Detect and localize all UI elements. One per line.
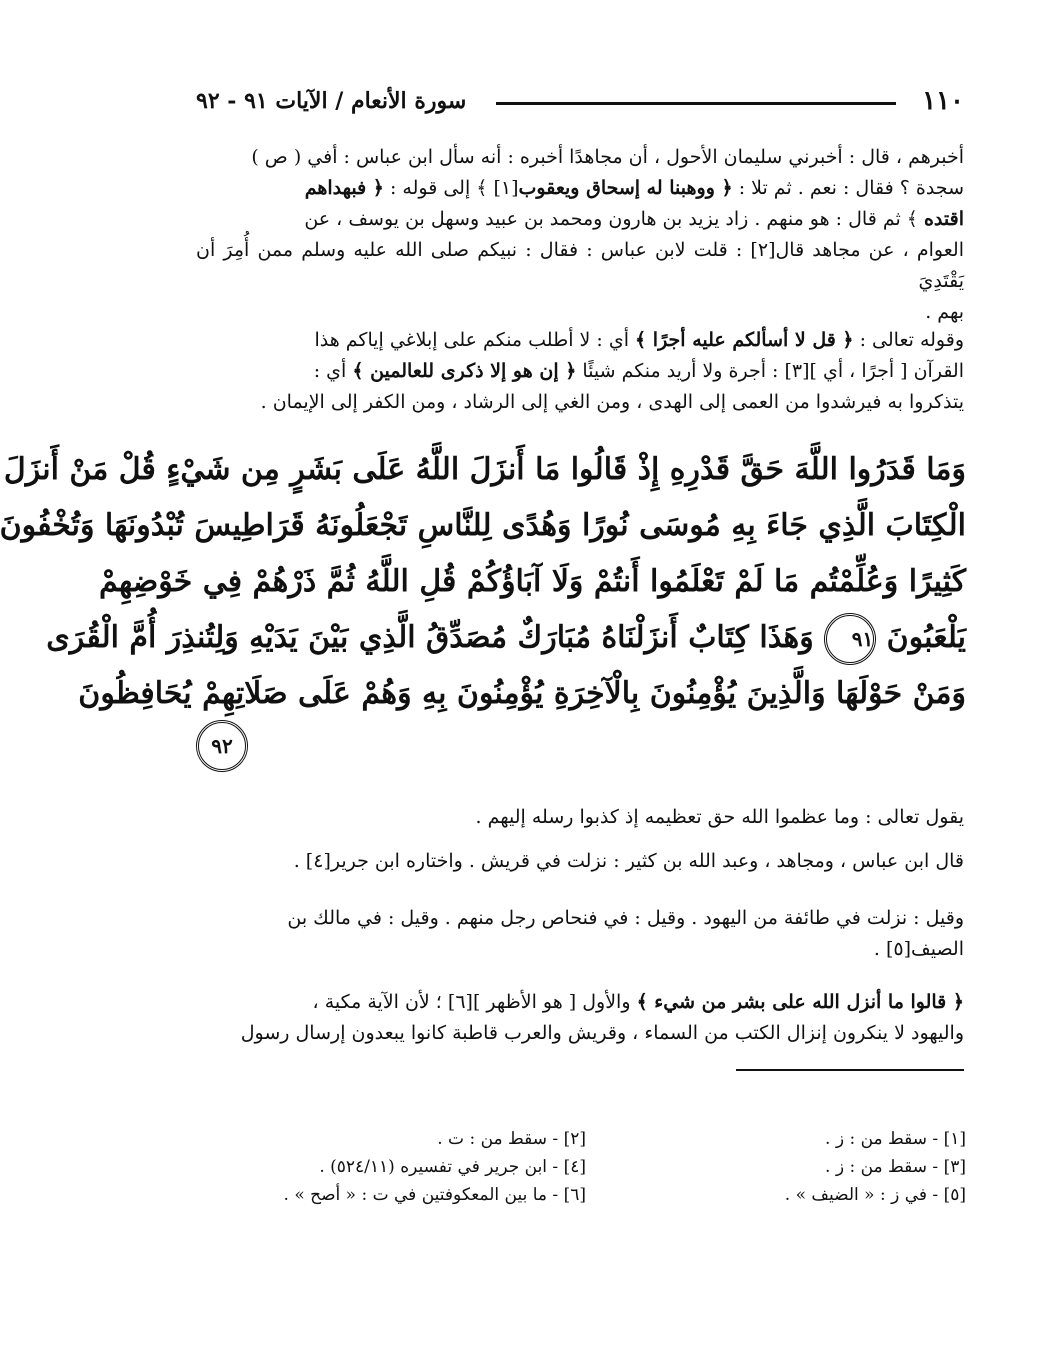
footnote-4: [٤] - ابن جرير في تفسيره (٥٢٤/١١) . (319, 1157, 586, 1177)
footnote-row (234, 1181, 966, 1209)
ayah-marker-92: ٩٢ (196, 720, 248, 772)
header-rule (496, 102, 896, 105)
quran-quote: ﴿ قل لا أسألكم عليه أجرًا ﴾ (635, 329, 854, 351)
footnote-1: [١] - سقط من : ز . (825, 1129, 966, 1149)
footnote-2: [٢] - سقط من : ت . (437, 1129, 586, 1149)
verse-line: الْكِتَابَ الَّذِي جَاءَ بِهِ مُوسَى نُورًا وَهُدًى لِلنَّاسِ تَجْعَلُونَهُ قَرَاطِيسَ تُبْدُونَهَا وَتُخْفُونَ (0, 508, 966, 543)
verse-text: وَهَذَا كِتَابٌ أَنزَلْنَاهُ مُبَارَكٌ مُصَدِّقُ الَّذِي بَيْنَ يَدَيْهِ وَلِتُنذِرَ أُمَّ الْقُرَى (46, 620, 814, 655)
text-line: العوام ، عن مجاهد قال[٢] : قلت لابن عباس : فقال : نبيكم صلى الله عليه وسلم ممن أُمِرَ أن يَقْتَدِيَ (196, 239, 964, 292)
footnote-3: [٣] - سقط من : ز . (825, 1157, 966, 1177)
text-run: [١] ﴾ إلى قوله : (383, 177, 519, 199)
commentary-p2: قال ابن عباس ، ومجاهد ، وعبد الله بن كثير : نزلت في قريش . واختاره ابن جرير[٤] . (293, 850, 964, 872)
text-run: والأول [ هو الأظهر ][٦] ؛ لأن الآية مكية ، (312, 991, 637, 1013)
quran-quote: ﴿ إن هو إلا ذكرى للعالمين ﴾ (352, 360, 577, 382)
text-line: أخبرهم ، قال : أخبرني سليمان الأحول ، أن مجاهدًا أخبره : أنه سأل ابن عباس : أفي ( ص ) (251, 146, 964, 168)
text-line (196, 356, 964, 387)
text-line (196, 204, 964, 235)
quran-quote: اقتده (923, 208, 964, 230)
text-line (196, 173, 964, 204)
text-line: وقيل : نزلت في طائفة من اليهود . وقيل : في فنحاص رجل منهم . وقيل : في مالك بن (287, 907, 964, 929)
commentary-p3 (196, 903, 964, 965)
paragraph-2 (196, 325, 964, 418)
text-line (196, 987, 964, 1018)
running-title: سورة الأنعام / الآيات ٩١ - ٩٢ (196, 88, 467, 114)
paragraph-1 (196, 142, 964, 328)
page-header (196, 86, 964, 120)
text-run: ﴾ ثم قال : هو منهم . زاد يزيد بن هارون ومحمد بن عبيد وسهل بن يوسف ، عن (304, 208, 924, 230)
text-run: سجدة ؟ فقال : نعم . ثم تلا : (732, 177, 964, 199)
commentary-p1: يقول تعالى : وما عظموا الله حق تعظيمه إذ كذبوا رسله إليهم . (475, 806, 964, 828)
page-number: ١١٠ (922, 86, 964, 116)
text-line (196, 325, 964, 356)
text-run: أي : لا أطلب منكم على إبلاغي إياكم هذا (314, 329, 636, 351)
quran-verses (0, 440, 966, 770)
footnote-5: [٥] - في ز : « الضيف » . (784, 1185, 966, 1205)
verse-word: يَلْعَبُونَ (886, 620, 966, 655)
text-run: وقوله تعالى : (853, 329, 964, 351)
text-line: بهم . (925, 301, 964, 323)
quran-quote: ﴿ ووهبنا له إسحاق ويعقوب (518, 177, 733, 199)
footnote-row (234, 1125, 966, 1153)
commentary-p4 (196, 987, 964, 1049)
verse-line (46, 608, 966, 668)
text-line: الصيف[٥] . (873, 938, 964, 960)
verse-line: وَمَا قَدَرُوا اللَّهَ حَقَّ قَدْرِهِ إِذْ قَالُوا مَا أَنزَلَ اللَّهُ عَلَى بَشَرٍ مِن شَيْءٍ قُلْ مَنْ أَنزَلَ (3, 452, 966, 487)
verse-line: وَمَنْ حَوْلَهَا وَالَّذِينَ يُؤْمِنُونَ بِالْآخِرَةِ يُؤْمِنُونَ بِهِ وَهُمْ عَلَى صَلَاتِهِمْ يُحَافِظُونَ (78, 676, 966, 711)
text-run: القرآن [ أجرًا ، أي ][٣] : أجرة ولا أريد منكم شيئًا (576, 360, 964, 382)
quran-quote: ﴿ فبهداهم (304, 177, 384, 199)
footnotes (234, 1125, 966, 1209)
text-run: أي : (313, 360, 353, 382)
text-line: واليهود لا ينكرون إنزال الكتب من السماء ، وقريش والعرب قاطبة كانوا يبعدون إرسال رسول (240, 1022, 964, 1044)
text-line: يتذكروا به فيرشدوا من العمى إلى الهدى ، ومن الغي إلى الرشاد ، ومن الكفر إلى الإيمان . (260, 391, 964, 413)
footnote-6: [٦] - ما بين المعكوفتين في ت : « أصح » . (283, 1185, 586, 1205)
footnote-row (234, 1153, 966, 1181)
footnote-rule (736, 1069, 964, 1071)
quran-quote: ﴿ قالوا ما أنزل الله على بشر من شيء ﴾ (636, 991, 964, 1013)
ayah-marker-91: ٩١ (824, 613, 876, 665)
verse-line: كَثِيرًا وَعُلِّمْتُم مَا لَمْ تَعْلَمُوا أَنتُمْ وَلَا آبَاؤُكُمْ قُلِ اللَّهُ ثُمَّ ذَرْهُمْ فِي خَوْضِهِمْ (99, 564, 966, 599)
